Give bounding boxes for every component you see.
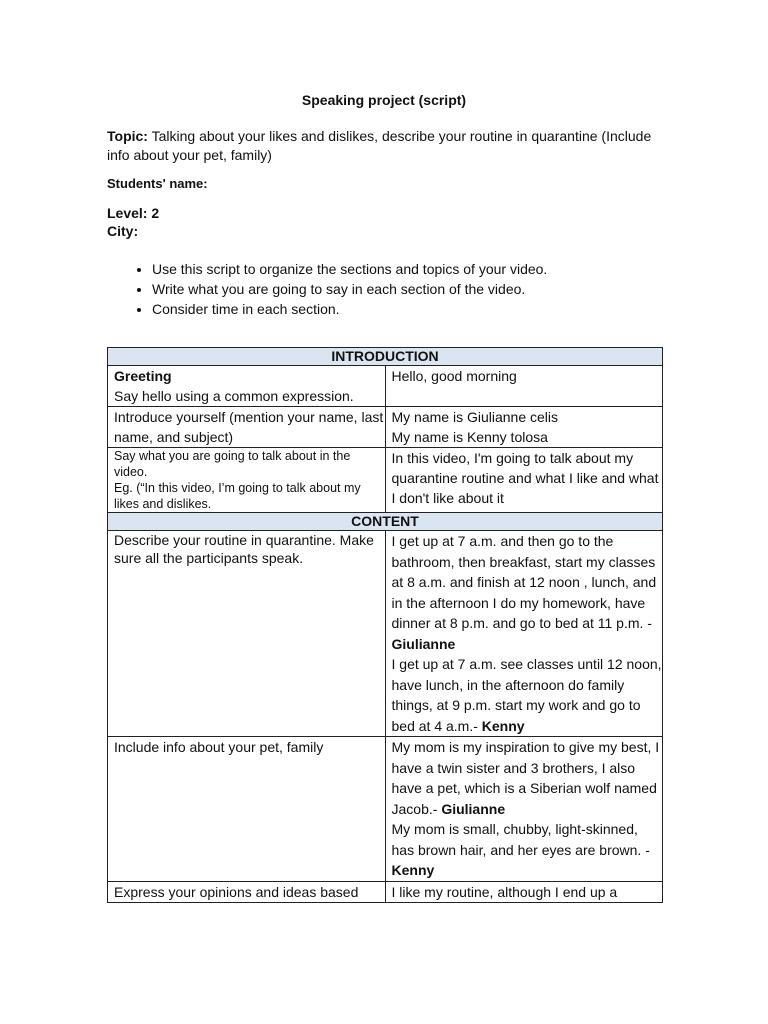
pet-answer-cell [385, 737, 663, 882]
introduce-answer-1: My name is Giulianne celis [391, 409, 559, 425]
topic-label: Topic: [107, 128, 148, 144]
opinion-answer: I like my routine, although I end up a [385, 881, 663, 902]
introduction-header: INTRODUCTION [108, 348, 663, 366]
table-row [108, 881, 663, 902]
routine-text-1: I get up at 7 a.m. and then go to the bathroom, then breakfast, start my classes at 8 a.m. and finish at 12 noon , lunch, and in the afternoon I do my homework, have dinner at 8 p.m. and go to bed at 11 p.m. - [391, 533, 657, 631]
content-header: CONTENT [108, 513, 663, 531]
say-answer: In this video, I'm going to talk about my quarantine routine and what I like and what I don't like about it [385, 448, 663, 513]
students-name-label: Students' name: [107, 176, 208, 191]
script-table [107, 347, 663, 903]
greeting-answer: Hello, good morning [385, 366, 663, 407]
routine-name-1: Giulianne [391, 635, 456, 652]
topic-paragraph [107, 127, 667, 165]
say-desc-2: Eg. (“In this video, I’m going to talk about my likes and dislikes. [114, 481, 361, 511]
routine-answer-2 [392, 654, 663, 736]
list-item: • Consider time in each section. [152, 299, 547, 319]
table-row [108, 348, 663, 366]
routine-name-2: Kenny [481, 717, 525, 734]
routine-answer-1 [392, 531, 663, 654]
table-row [108, 513, 663, 531]
list-item: • Use this script to organize the sections and topics of your video. [152, 259, 547, 279]
pet-text-1: My mom is my inspiration to give my best, I have a twin sister and 3 brothers, I also have a pet, which is a Siberian wolf named Jacob.- [391, 739, 660, 817]
topic-text: Talking about your likes and dislikes, describe your routine in quarantine (Include info about your pet, family) [107, 128, 652, 163]
routine-desc: Describe your routine in quarantine. Make sure all the participants speak. [108, 531, 386, 737]
pet-text-2: My mom is small, chubby, light-skinned, has brown hair, and her eyes are brown. - [391, 821, 650, 858]
pet-desc: Include info about your pet, family [108, 737, 386, 882]
greeting-title: Greeting [114, 368, 172, 384]
routine-text-2: I get up at 7 a.m. see classes until 12 noon, have lunch, in the afternoon do family things, at 9 p.m. start my work and go to bed at 4 a.m.- [391, 656, 662, 734]
pet-name-2: Kenny [391, 862, 435, 878]
say-desc-1: Say what you are going to talk about in the video. [114, 449, 351, 479]
table-row [108, 531, 663, 737]
pet-answer-1 [392, 737, 663, 819]
table-row [108, 737, 663, 882]
document-title: Speaking project (script) [301, 92, 467, 108]
greeting-desc: Say hello using a common expression. [114, 388, 354, 404]
table-row [108, 448, 663, 513]
table-row [108, 366, 663, 407]
greeting-cell [108, 366, 386, 407]
pet-answer-2 [392, 819, 663, 881]
instruction-list [107, 259, 547, 319]
table-row [108, 407, 663, 448]
say-desc-cell [108, 448, 386, 513]
city-label: City: [107, 223, 139, 239]
pet-name-1: Giulianne [441, 800, 506, 817]
list-item: • Write what you are going to say in each section of the video. [152, 279, 547, 299]
level-label: Level: 2 [107, 205, 160, 221]
introduce-answer-2: My name is Kenny tolosa [391, 429, 548, 445]
introduce-answer-cell [385, 407, 663, 448]
routine-answer-cell [385, 531, 663, 737]
introduce-desc: Introduce yourself (mention your name, last name, and subject) [108, 407, 386, 448]
opinion-desc: Express your opinions and ideas based [108, 881, 386, 902]
